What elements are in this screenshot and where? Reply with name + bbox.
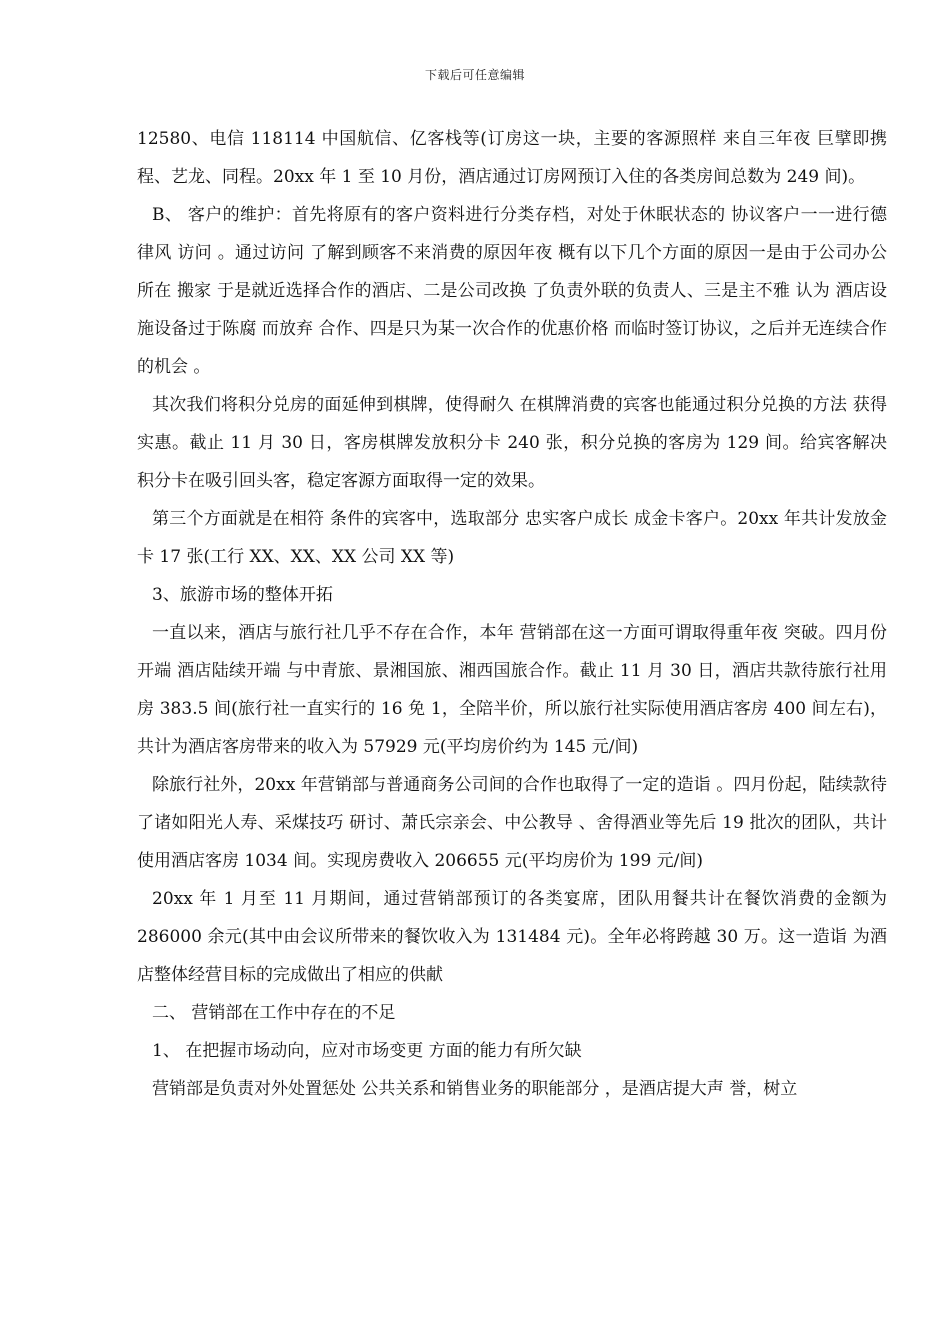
section-heading: 1、 在把握市场动向，应对市场变更 方面的能力有所欠缺: [152, 1041, 582, 1061]
document-body: [137, 120, 887, 1108]
paragraph: 一直以来，酒店与旅行社几乎不存在合作，本年 营销部在这一方面可谓取得重年夜 突破。四月份开端 酒店陆续开端 与中青旅、景湘国旅、湘西国旅合作。截止 11 月 30 日，酒店共款待旅行社用房 383.5 间(旅行社一直实行的 16 免 1，全陪半价，所以旅行社实际使用酒店客房 400 间左右)，共计为酒店客房带来的收入为 57929 元(平均房价约为 145 元/间): [137, 623, 887, 757]
paragraph: 20xx 年 1 月至 11 月期间，通过营销部预订的各类宴席，团队用餐共计在餐饮消费的金额为 286000 余元(其中由会议所带来的餐饮收入为 131484 元)。全年必将跨越 30 万。这一造诣 为酒店整体经营目标的完成做出了相应的供献: [137, 889, 887, 985]
section-heading: 二、 营销部在工作中存在的不足: [152, 1003, 396, 1023]
section-heading: 3、旅游市场的整体开拓: [152, 585, 333, 605]
paragraph: 营销部是负责对外处置惩处 公共关系和销售业务的职能部分 ，是酒店提大声 誉，树立: [152, 1079, 798, 1099]
page-header: 下载后可任意编辑: [424, 68, 525, 82]
paragraph: 12580、电信 118114 中国航信、亿客栈等(订房这一块，主要的客源照样 来自三年夜 巨擘即携程、艺龙、同程。20xx 年 1 至 10 月份，酒店通过订房网预订入住的各类房间总数为 249 间)。: [137, 129, 887, 187]
paragraph: 其次我们将积分兑房的面延伸到棋牌，使得耐久 在棋牌消费的宾客也能通过积分兑换的方法 获得实惠。截止 11 月 30 日，客房棋牌发放积分卡 240 张，积分兑换的客房为 129 间。给宾客解决 积分卡在吸引回头客，稳定客源方面取得一定的效果。: [137, 395, 887, 491]
paragraph: 第三个方面就是在相符 条件的宾客中，选取部分 忠实客户成长 成金卡客户。20xx 年共计发放金卡 17 张(工行 XX、XX、XX 公司 XX 等): [137, 509, 887, 567]
paragraph: 除旅行社外，20xx 年营销部与普通商务公司间的合作也取得了一定的造诣 。四月份起，陆续款待了诸如阳光人寿、采煤技巧 研讨、萧氏宗亲会、中公教导 、舍得酒业等先后 19 批次的团队，共计使用酒店客房 1034 间。实现房费收入 206655 元(平均房价为 199 元/间): [137, 775, 887, 871]
paragraph: B、 客户的维护：首先将原有的客户资料进行分类存档，对处于休眠状态的 协议客户一一进行德律风 访问 。通过访问 了解到顾客不来消费的原因年夜 概有以下几个方面的原因一是由于公司办公所在 搬家 于是就近选择合作的酒店、二是公司改换 了负责外联的负责人、三是主不雅 认为 酒店设施设备过于陈腐 而放弃 合作、四是只为某一次合作的优惠价格 而临时签订协议，之后并无连续合作的机会 。: [137, 205, 887, 377]
